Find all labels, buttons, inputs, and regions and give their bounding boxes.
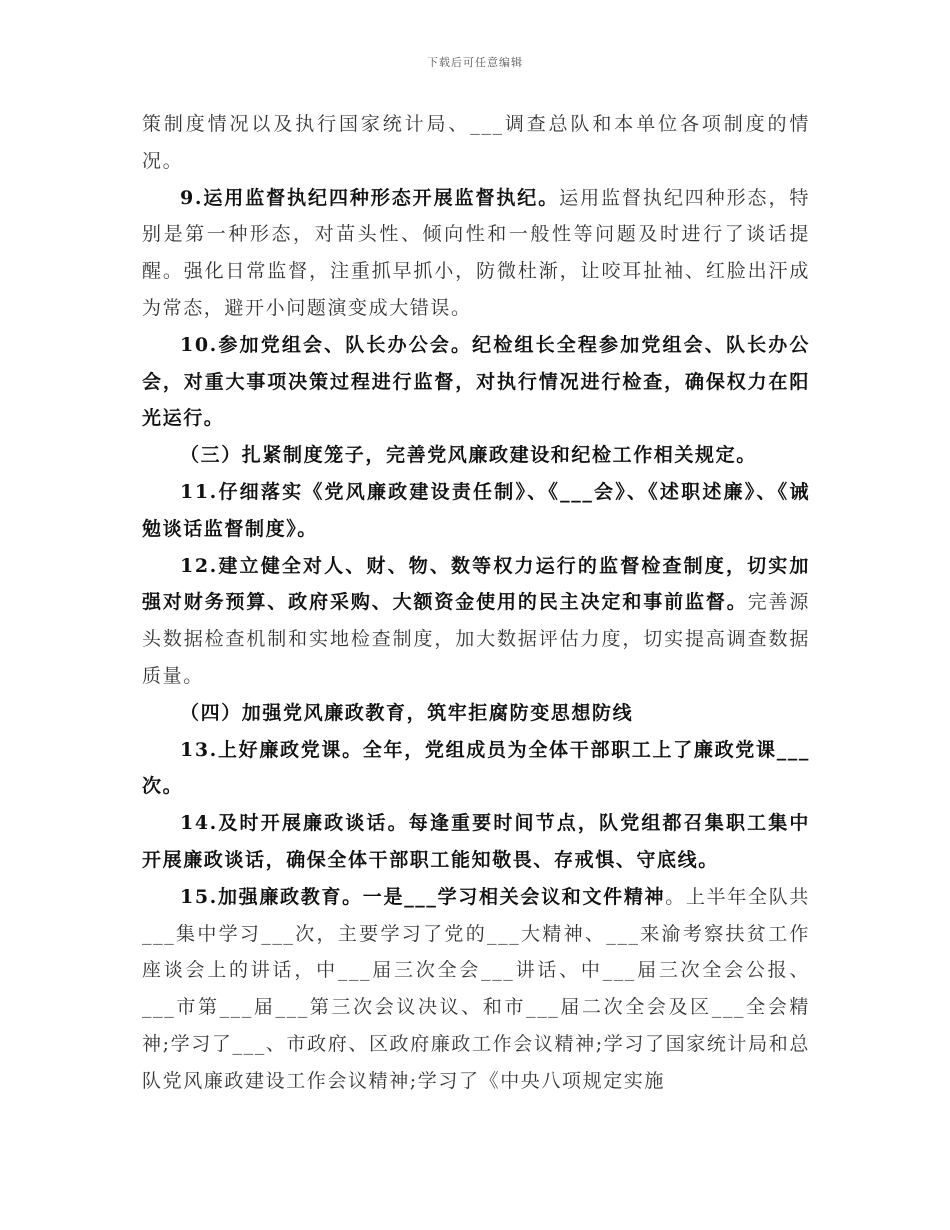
- item-9-body: 运用监督执纪四种形态，特别是第一种形态，对苗头性、倾向性和一般性等问题及时进行了谈话提醒。强化日常监督，注重抓早抓小，防微杜渐，让咬耳扯袖、红脸出汗成为常态，避开小问题演变成大错误。: [142, 186, 810, 319]
- section-3-title: （三）扎紧制度笼子，完善党风廉政建设和纪检工作相关规定。: [180, 444, 757, 467]
- paragraph-item-11: [142, 474, 810, 548]
- item-12-heading: 12.建立健全对人、财、物、数等权力运行的监督检查制度，切实加强对财务预算、政府采购、大额资金使用的民主决定和事前监督。: [142, 554, 810, 614]
- item-9-heading: 9.运用监督执纪四种形态开展监督执纪。: [180, 186, 560, 209]
- section-heading-3: [142, 437, 810, 474]
- paragraph-text: 策制度情况以及执行国家统计局、___调查总队和本单位各项制度的情况。: [142, 113, 810, 172]
- paragraph-8-continuation: [142, 106, 810, 180]
- item-10-text: 10.参加党组会、队长办公会。纪检组长全程参加党组会、队长办公会，对重大事项决策过程进行监督，对执行情况进行检查，确保权力在阳光运行。: [142, 333, 810, 430]
- page-header: 下载后可任意编辑: [427, 56, 523, 69]
- document-body: [142, 106, 810, 1100]
- section-4-title: （四）加强党风廉政教育，筑牢拒腐防变思想防线: [180, 701, 634, 724]
- item-15-heading: 15.加强廉政教育。一是___学习相关会议和文件精神: [180, 885, 666, 908]
- paragraph-item-13: [142, 732, 810, 806]
- paragraph-item-15: [142, 879, 810, 1100]
- paragraph-item-10: [142, 327, 810, 437]
- item-11-text: 11.仔细落实《党风廉政建设责任制》、《___会》、《述职述廉》、《诫勉谈话监督制度》。: [142, 480, 810, 540]
- item-15-body: 。上半年全队共___集中学习___次，主要学习了党的___大精神、___来渝考察扶贫工作座谈会上的讲话，中___届三次全会___讲话、中___届三次全会公报、___市第___届___第三次会议决议、和市___届二次全会及区___全会精神;学习了___、市政府、区政府廉政工作会议精神;学习了国家统计局和总队党风廉政建设工作会议精神;学习了《中央八项规定实施: [142, 885, 811, 1092]
- paragraph-item-14: [142, 805, 810, 879]
- section-heading-4: [142, 695, 810, 732]
- paragraph-item-9: [142, 180, 810, 327]
- item-13-text: 13.上好廉政党课。全年，党组成员为全体干部职工上了廉政党课___次。: [142, 738, 810, 798]
- item-12-body: 完善源头数据检查机制和实地检查制度，加大数据评估力度，切实提高调查数据质量。: [142, 591, 810, 687]
- paragraph-item-12: [142, 548, 810, 695]
- item-14-text: 14.及时开展廉政谈话。每逢重要时间节点，队党组都召集职工集中开展廉政谈话，确保全体干部职工能知敬畏、存戒惧、守底线。: [142, 812, 810, 871]
